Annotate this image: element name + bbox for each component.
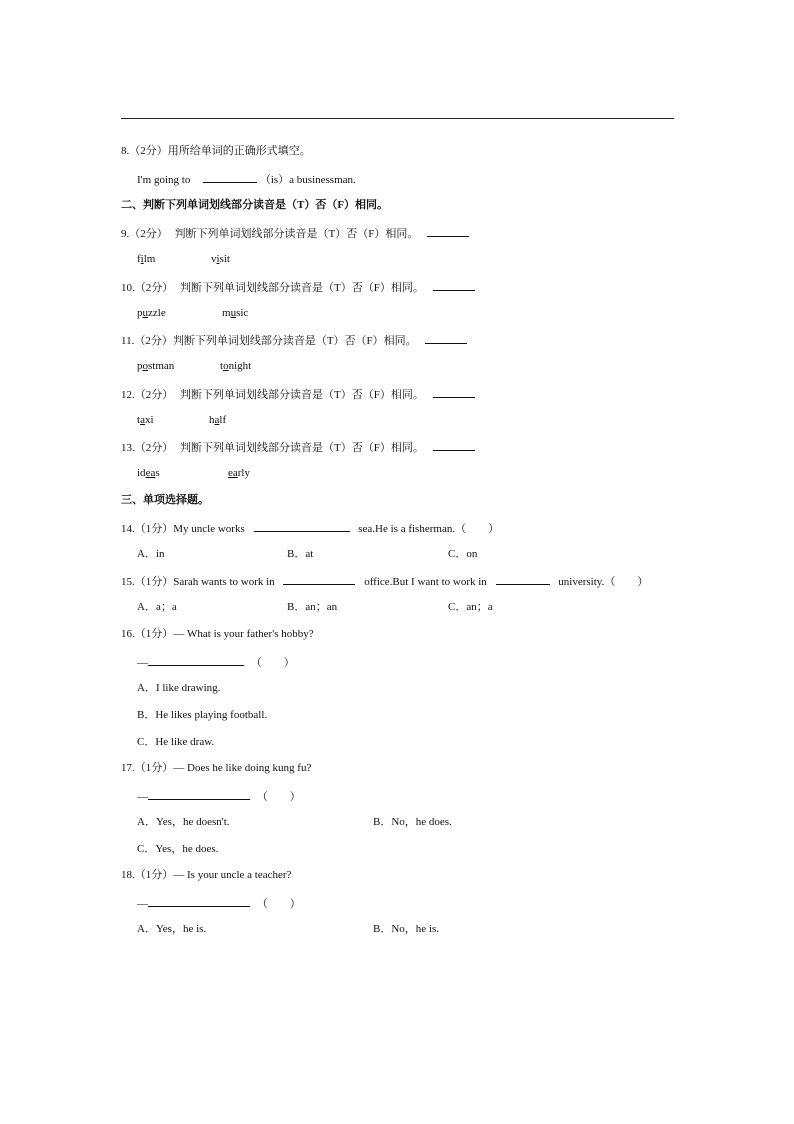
q11-line (121, 332, 467, 348)
q18-answer-line (137, 895, 301, 911)
q16-question: — What is your father's hobby? (173, 628, 314, 640)
q12-answer-blank[interactable] (433, 386, 475, 398)
q18-line (121, 868, 291, 882)
q14-number: 14. (121, 523, 135, 535)
header-rule (121, 118, 674, 119)
q9-word2: visit (211, 253, 230, 265)
q15-score: （1分） (134, 576, 174, 588)
q8-line (121, 144, 311, 158)
q12-number: 12. (121, 389, 135, 401)
q8-score: （2分） (129, 145, 168, 157)
section2-title: 二、判断下列单词划线部分读音是（T）否（F）相同。 (121, 199, 389, 211)
q8-sentence (137, 171, 356, 187)
q11-score: （2分） (134, 335, 173, 347)
q16-option-b[interactable]: B．He likes playing football. (137, 709, 268, 721)
q14-option-c[interactable]: C．on (448, 548, 478, 560)
q15-number: 15. (121, 576, 135, 588)
q15-text-after: university.（ ） (558, 576, 649, 588)
q10-line (121, 279, 475, 295)
q15-option-a[interactable]: A．a；a (137, 601, 177, 613)
q12-word1: taxi (137, 414, 154, 426)
q9-word1: film (137, 253, 156, 265)
q11-number: 11. (121, 335, 135, 347)
q18-option-a[interactable]: A．Yes，he is. (137, 923, 207, 935)
q10-number: 10. (121, 282, 135, 294)
q8-sentence-before: I'm going to (137, 174, 191, 186)
q13-line (121, 439, 475, 455)
q16-paren: （ ） (250, 657, 295, 669)
q14-score: （1分） (134, 523, 174, 535)
q16-score: （1分） (134, 628, 174, 640)
q17-answer-line (137, 788, 301, 804)
q13-text: 判断下列单词划线部分读音是（T）否（F）相同。 (180, 442, 424, 454)
q10-answer-blank[interactable] (433, 279, 475, 291)
q13-word2: early (228, 467, 250, 479)
q14-option-a[interactable]: A．in (137, 548, 165, 560)
q9-line (121, 225, 469, 241)
q17-paren: （ ） (256, 791, 301, 803)
q16-answer-line (137, 654, 295, 670)
q15-line (121, 573, 648, 589)
q10-text: 判断下列单词划线部分读音是（T）否（F）相同。 (180, 282, 424, 294)
q14-line (121, 520, 499, 536)
q18-score: （1分） (134, 869, 174, 881)
q15-text-before: Sarah wants to work in (173, 576, 275, 588)
q9-number: 9. (121, 228, 130, 240)
q18-paren: （ ） (256, 898, 301, 910)
q11-text: 判断下列单词划线部分读音是（T）否（F）相同。 (172, 335, 417, 347)
q8-number: 8. (121, 145, 130, 157)
q8-sentence-after: a businessman. (289, 174, 356, 186)
q8-answer-blank[interactable] (203, 171, 257, 183)
q16-option-a[interactable]: A．I like drawing. (137, 682, 221, 694)
q9-text: 判断下列单词划线部分读音是（T）否（F）相同。 (174, 228, 419, 240)
q16-dash: — (137, 657, 148, 669)
q12-line (121, 386, 475, 402)
q12-text: 判断下列单词划线部分读音是（T）否（F）相同。 (180, 389, 424, 401)
q10-word2: music (222, 307, 249, 319)
q15-option-b[interactable]: B．an；an (287, 601, 338, 613)
q17-dash: — (137, 791, 148, 803)
q8-instruction: 用所给单词的正确形式填空。 (167, 145, 311, 157)
q17-line (121, 761, 311, 775)
section3-title: 三、单项选择题。 (121, 494, 209, 506)
q9-answer-blank[interactable] (427, 225, 469, 237)
q10-score: （2分） (134, 282, 174, 294)
q18-dash: — (137, 898, 148, 910)
q11-answer-blank[interactable] (425, 332, 467, 344)
q18-question: — Is your uncle a teacher? (173, 869, 292, 881)
q17-number: 17. (121, 762, 135, 774)
q16-line (121, 627, 314, 641)
q13-word1: ideas (137, 467, 160, 479)
q14-text-before: My uncle works (173, 523, 245, 535)
q16-number: 16. (121, 628, 135, 640)
q17-score: （1分） (134, 762, 174, 774)
q13-answer-blank[interactable] (433, 439, 475, 451)
q12-score: （2分） (134, 389, 174, 401)
q17-option-b[interactable]: B．No，he does. (373, 816, 452, 828)
q12-word2: half (209, 414, 227, 426)
q18-answer-blank[interactable] (148, 895, 250, 907)
q15-answer-blank-1[interactable] (283, 573, 355, 585)
q15-text-mid: office.But I want to work in (364, 576, 487, 588)
q18-number: 18. (121, 869, 135, 881)
q13-number: 13. (121, 442, 135, 454)
q17-answer-blank[interactable] (148, 788, 250, 800)
q14-answer-blank[interactable] (254, 520, 350, 532)
q16-option-c[interactable]: C．He like draw. (137, 736, 215, 748)
q13-score: （2分） (134, 442, 174, 454)
q8-hint: （is） (259, 174, 290, 186)
q18-option-b[interactable]: B．No，he is. (373, 923, 439, 935)
q14-option-b[interactable]: B．at (287, 548, 314, 560)
q17-option-a[interactable]: A．Yes，he doesn't. (137, 816, 230, 828)
q17-option-c[interactable]: C．Yes，he does. (137, 843, 219, 855)
q15-option-c[interactable]: C．an；a (448, 601, 493, 613)
q10-word1: puzzle (137, 307, 166, 319)
q15-answer-blank-2[interactable] (496, 573, 550, 585)
q9-score: （2分） (129, 228, 168, 240)
q11-word2: tonight (220, 360, 252, 372)
q16-answer-blank[interactable] (148, 654, 244, 666)
q14-text-after: sea.He is a fisherman.（ ） (358, 523, 500, 535)
q17-question: — Does he like doing kung fu? (173, 762, 312, 774)
q11-word1: postman (137, 360, 175, 372)
